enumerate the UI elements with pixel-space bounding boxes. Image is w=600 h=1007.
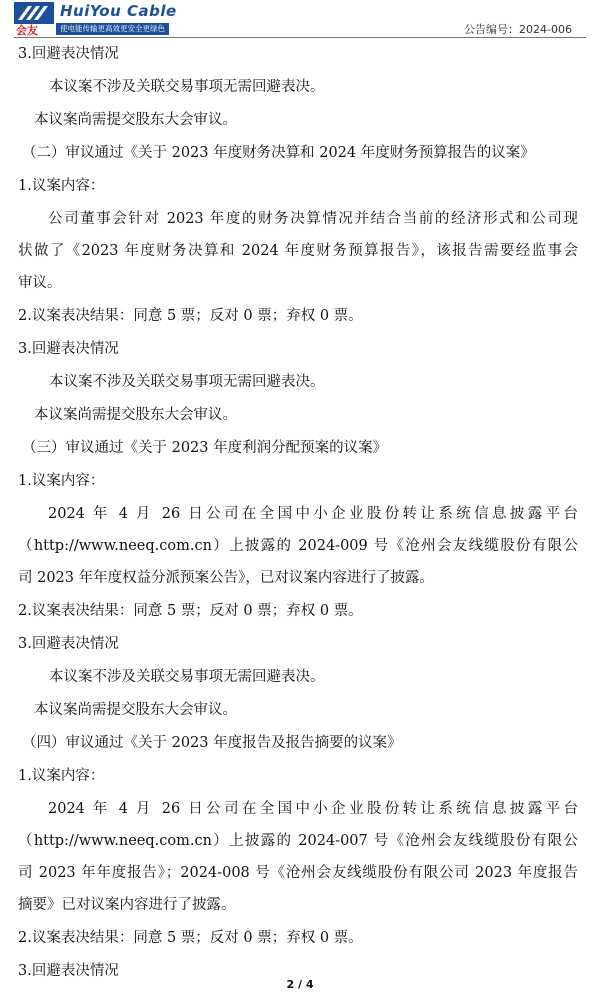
paragraph-line: 公司董事会针对 2023 年度的财务决算情况并结合当前的经济形式和公司现 [48, 211, 578, 227]
paragraph-line: 摘要》已对议案内容进行了披露。 [18, 897, 236, 913]
paragraph-line: 司 2023 年年度报告》；2024-008 号《沧州会友线缆股份有限公司 2023 年度报告 [18, 865, 578, 881]
paragraph-line: 本议案不涉及关联交易事项无需回避表决。 [49, 669, 325, 685]
paragraph-line: （http://www.neeq.com.cn）上披露的 2024-009 号《沧州会友线缆股份有限公 [18, 538, 578, 554]
paragraph-line: （http://www.neeq.com.cn）上披露的 2024-007 号《沧州会友线缆股份有限公 [18, 833, 578, 849]
paragraph-line: 状做了《2023 年度财务决算和 2024 年度财务预算报告》，该报告需要经监事会 [18, 243, 578, 259]
header-divider [14, 37, 586, 38]
page-header [0, 0, 600, 40]
agenda-heading: （四）审议通过《关于 2023 年度报告及报告摘要的议案》 [22, 735, 402, 751]
paragraph-line: 2024 年 4 月 26 日公司在全国中小企业股份转让系统信息披露平台 [48, 801, 578, 817]
agenda-heading: （二）审议通过《关于 2023 年度财务决算和 2024 年度财务预算报告的议案》 [22, 145, 535, 161]
vote-result: 2.议案表决结果：同意 5 票；反对 0 票；弃权 0 票。 [18, 930, 363, 946]
agenda-heading: （三）审议通过《关于 2023 年度利润分配预案的议案》 [22, 440, 388, 456]
paragraph-line: 2024 年 4 月 26 日公司在全国中小企业股份转让系统信息披露平台 [48, 506, 578, 522]
logo-slogan: 使电能传输更高效更安全更绿色 [56, 23, 169, 35]
section-heading: 3.回避表决情况 [18, 963, 119, 979]
logo-brand-text: HuiYou Cable [60, 2, 177, 20]
page-number: 2 / 4 [286, 978, 314, 991]
section-heading: 1.议案内容： [18, 178, 105, 194]
section-heading: 1.议案内容： [18, 473, 105, 489]
vote-result: 2.议案表决结果：同意 5 票；反对 0 票；弃权 0 票。 [18, 308, 363, 324]
document-number: 公告编号：2024-006 [464, 23, 572, 36]
logo-chinese-text: 会友 [16, 24, 38, 37]
paragraph-line: 本议案不涉及关联交易事项无需回避表决。 [49, 374, 325, 390]
company-logo [14, 2, 177, 37]
paragraph-line: 本议案尚需提交股东大会审议。 [34, 407, 237, 423]
section-heading: 1.议案内容： [18, 768, 105, 784]
section-heading: 3.回避表决情况 [18, 341, 119, 357]
paragraph-line: 本议案不涉及关联交易事项无需回避表决。 [49, 79, 325, 95]
paragraph-line: 审议。 [18, 275, 62, 291]
paragraph-line: 本议案尚需提交股东大会审议。 [34, 702, 237, 718]
paragraph-line: 司 2023 年年度权益分派预案公告》，已对议案内容进行了披露。 [18, 570, 434, 586]
section-heading: 3.回避表决情况 [18, 46, 119, 62]
vote-result: 2.议案表决结果：同意 5 票；反对 0 票；弃权 0 票。 [18, 603, 363, 619]
paragraph-line: 本议案尚需提交股东大会审议。 [34, 112, 237, 128]
section-heading: 3.回避表决情况 [18, 636, 119, 652]
